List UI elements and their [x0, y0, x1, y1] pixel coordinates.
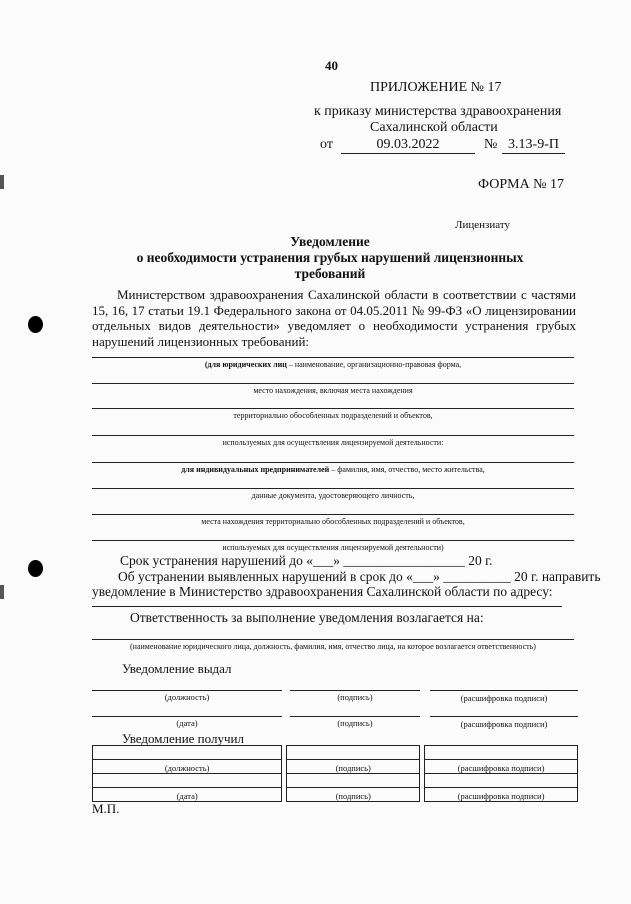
fill-line	[92, 639, 574, 640]
report-line-1: Об устранении выявленных нарушений в срок до «___» __________ 20 г. направить	[118, 569, 601, 584]
received-label: Уведомление получил	[122, 731, 244, 746]
received-position-caption: (должность)	[93, 760, 282, 774]
received-transcript-caption-2: (расшифровка подписи)	[425, 788, 578, 802]
caption-subdivision-locations: места нахождения территориально обособленных подразделений и объектов,	[201, 517, 465, 526]
appendix-order-line: к приказу министерства здравоохранения	[314, 104, 562, 119]
issued-date-caption: (дата)	[176, 718, 198, 728]
received-signature-caption: (подпись)	[287, 760, 420, 774]
appendix-region-line: Сахалинской области	[370, 120, 498, 135]
fill-line	[92, 462, 574, 463]
punch-hole-top	[28, 316, 43, 333]
issued-position-caption: (должность)	[164, 692, 210, 702]
document-title-line2: о необходимости устранения грубых нарушений лицензионных	[136, 250, 524, 265]
signature-line	[290, 690, 420, 691]
addressee-label: Лицензиату	[455, 219, 510, 231]
received-signature-caption-2: (подпись)	[287, 788, 420, 802]
fill-line	[92, 540, 574, 541]
fill-line	[92, 488, 574, 489]
issued-transcript-caption-2: (расшифровка подписи)	[460, 719, 548, 729]
signature-line	[430, 716, 578, 717]
caption-responsible-person: (наименование юридического лица, должность, фамилия, имя, отчество лица, на которое возлагается ответственность)	[130, 642, 536, 651]
punch-hole-bottom	[28, 560, 43, 577]
caption-identity-document: данные документа, удостоверяющего личность,	[251, 491, 415, 500]
scan-edge-mark	[0, 585, 4, 599]
caption-entrepreneur: для индивидуальных предпринимателей – фамилия, имя, отчество, место жительства,	[181, 465, 485, 474]
caption-used-for: используемых для осуществления лицензируемой деятельности:	[222, 438, 444, 447]
page-number: 40	[325, 58, 338, 73]
appendix-number: 3.13-9-П	[502, 137, 565, 154]
appendix-from-label: от	[320, 137, 333, 152]
scan-edge-mark	[0, 175, 4, 189]
fill-line	[92, 383, 574, 384]
issued-signature-caption: (подпись)	[337, 692, 373, 702]
issued-signature-caption-2: (подпись)	[337, 718, 373, 728]
appendix-number-label: №	[484, 137, 498, 152]
caption-subdivisions: территориально обособленных подразделений и объектов,	[233, 411, 433, 420]
intro-paragraph: Министерством здравоохранения Сахалинской области в соответствии с частями 15, 16, 17 статьи 19.1 Федерального закона от 04.05.2011 № 99-ФЗ «О лицензировании отдельных видов деятельности» уведомляет о необходимости устранения грубых нарушений лицензионных требований:	[92, 287, 576, 349]
document-title-line3: требований	[294, 266, 366, 281]
fill-line	[92, 435, 574, 436]
issued-label: Уведомление выдал	[122, 661, 232, 676]
received-date-caption: (дата)	[93, 788, 282, 802]
stamp-place-label: М.П.	[92, 801, 120, 816]
caption-used-for-closing: используемых для осуществления лицензируемой деятельности)	[222, 543, 444, 552]
deadline-line: Срок устранения нарушений до «___» __________________ 20 г.	[120, 553, 493, 568]
caption-legal-entity: (для юридических лиц – наименование, организационно-правовая форма,	[204, 360, 462, 369]
document-title-line1: Уведомление	[290, 234, 370, 249]
caption-location: место нахождения, включая места нахождения	[253, 386, 413, 395]
fill-line	[92, 357, 574, 358]
form-label: ФОРМА № 17	[478, 177, 565, 192]
received-signature-table	[92, 745, 578, 802]
appendix-date: 09.03.2022	[341, 137, 475, 154]
signature-line	[290, 716, 420, 717]
received-transcript-caption: (расшифровка подписи)	[425, 760, 578, 774]
issued-transcript-caption: (расшифровка подписи)	[460, 693, 548, 703]
responsibility-line: Ответственность за выполнение уведомления возлагается на:	[130, 610, 484, 625]
fill-line	[92, 408, 574, 409]
signature-line	[92, 690, 282, 691]
signature-line	[92, 716, 282, 717]
report-line-2: уведомление в Министерство здравоохранения Сахалинской области по адресу:	[92, 584, 553, 599]
appendix-title: ПРИЛОЖЕНИЕ № 17	[370, 80, 502, 95]
fill-line	[92, 514, 574, 515]
signature-line	[430, 690, 578, 691]
fill-line	[92, 606, 562, 607]
